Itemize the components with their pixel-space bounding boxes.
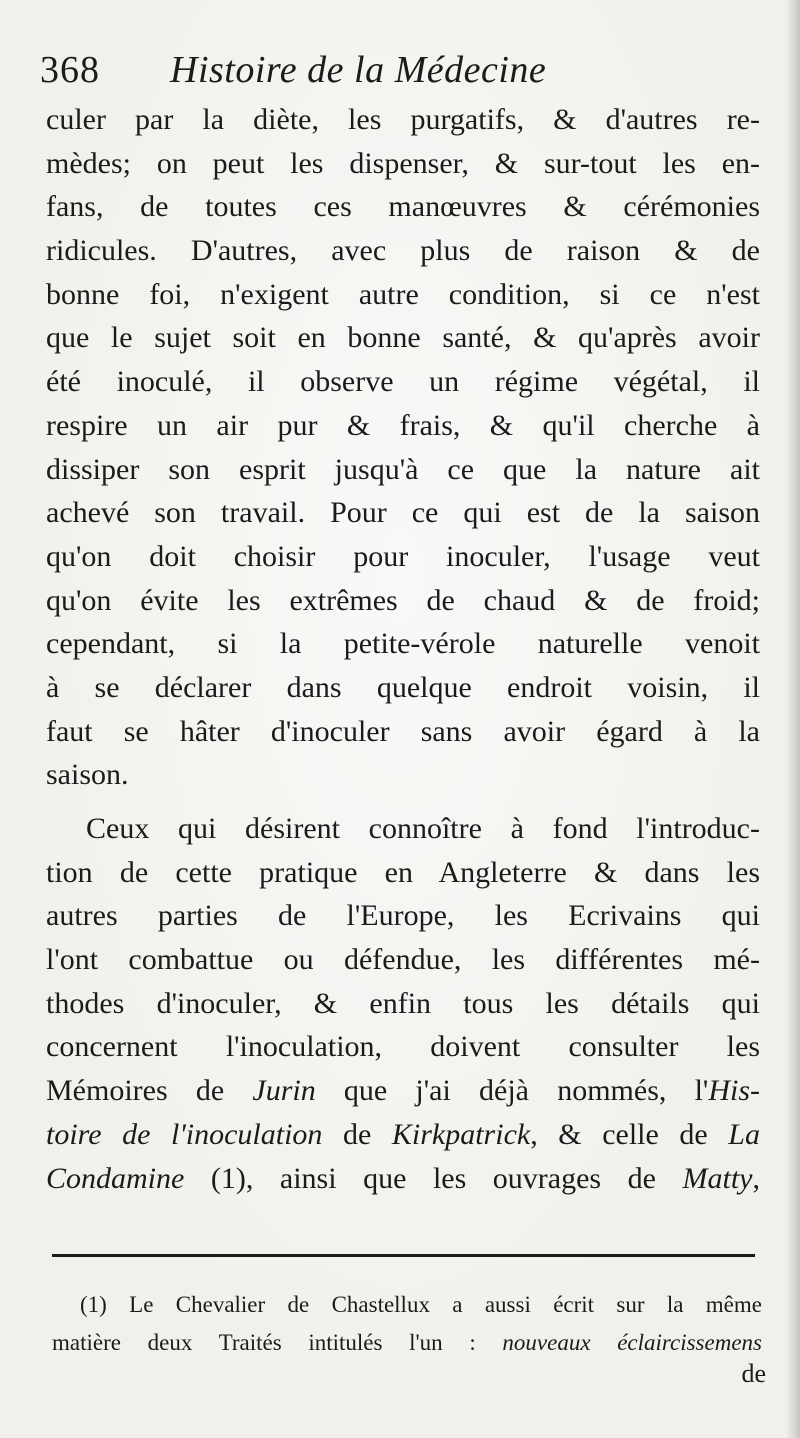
running-title: Histoire de la Médecine	[170, 49, 547, 91]
text-line: Mémoires de Jurin que j'ai déjà nommés, l'His-	[46, 1074, 760, 1108]
page-edge-shadow	[786, 0, 800, 1438]
text-line: concernent l'inoculation, doivent consulter les	[46, 1030, 760, 1064]
text-line: respire un air pur & frais, & qu'il cherche à	[46, 408, 760, 442]
catchword: de	[741, 1359, 766, 1388]
text-line: toire de l'inoculation de Kirkpatrick, & celle de La	[46, 1117, 760, 1151]
paragraph-gap	[46, 797, 760, 807]
text-line: thodes d'inoculer, & enfin tous les détails qui	[46, 986, 760, 1020]
text-line: bonne foi, n'exigent autre condition, si ce n'est	[46, 277, 760, 311]
text-line: cependant, si la petite-vérole naturelle venoit	[46, 627, 760, 661]
text-line: culer par la diète, les purgatifs, & d'autres re-	[46, 103, 760, 136]
text-line: Condamine (1), ainsi que les ouvrages de Matty,	[46, 1161, 760, 1195]
text-line: dissiper son esprit jusqu'à ce que la nature ait	[46, 452, 760, 486]
text-line: mèdes; on peut les dispenser, & sur-tout les en-	[46, 146, 760, 180]
footnote-rule	[52, 1254, 755, 1257]
text-line: qu'on doit choisir pour inoculer, l'usage veut	[46, 539, 760, 573]
text-line: que le sujet soit en bonne santé, & qu'après avoir	[46, 321, 760, 355]
page-number: 368	[40, 49, 100, 91]
text-line: à se déclarer dans quelque endroit voisin, il	[46, 670, 760, 704]
text-line: l'ont combattue ou défendue, les différentes mé-	[46, 943, 760, 977]
body-text	[46, 98, 760, 1200]
text-line: autres parties de l'Europe, les Ecrivains qui	[46, 899, 760, 933]
text-line: tion de cette pratique en Angleterre & dans les	[46, 855, 760, 889]
footnote-line: matière deux Traités intitulés l'un : nouveaux éclaircissemens	[52, 1330, 762, 1355]
text-line: ridicules. D'autres, avec plus de raison & de	[46, 234, 760, 268]
text-line: saison.	[46, 758, 129, 792]
text-line: achevé son travail. Pour ce qui est de la saison	[46, 496, 760, 530]
text-line: qu'on évite les extrêmes de chaud & de froid;	[46, 583, 760, 617]
text-line: Ceux qui désirent connoître à fond l'introduc-	[86, 812, 760, 845]
footnote-line: (1) Le Chevalier de Chastellux a aussi écrit sur la même	[80, 1292, 762, 1317]
footnote	[52, 1286, 762, 1362]
text-line: été inoculé, il observe un régime végétal, il	[46, 365, 760, 399]
text-line: faut se hâter d'inoculer sans avoir égard à la	[46, 714, 760, 748]
text-line: fans, de toutes ces manœuvres & cérémonies	[46, 190, 760, 224]
page-header	[40, 48, 760, 98]
